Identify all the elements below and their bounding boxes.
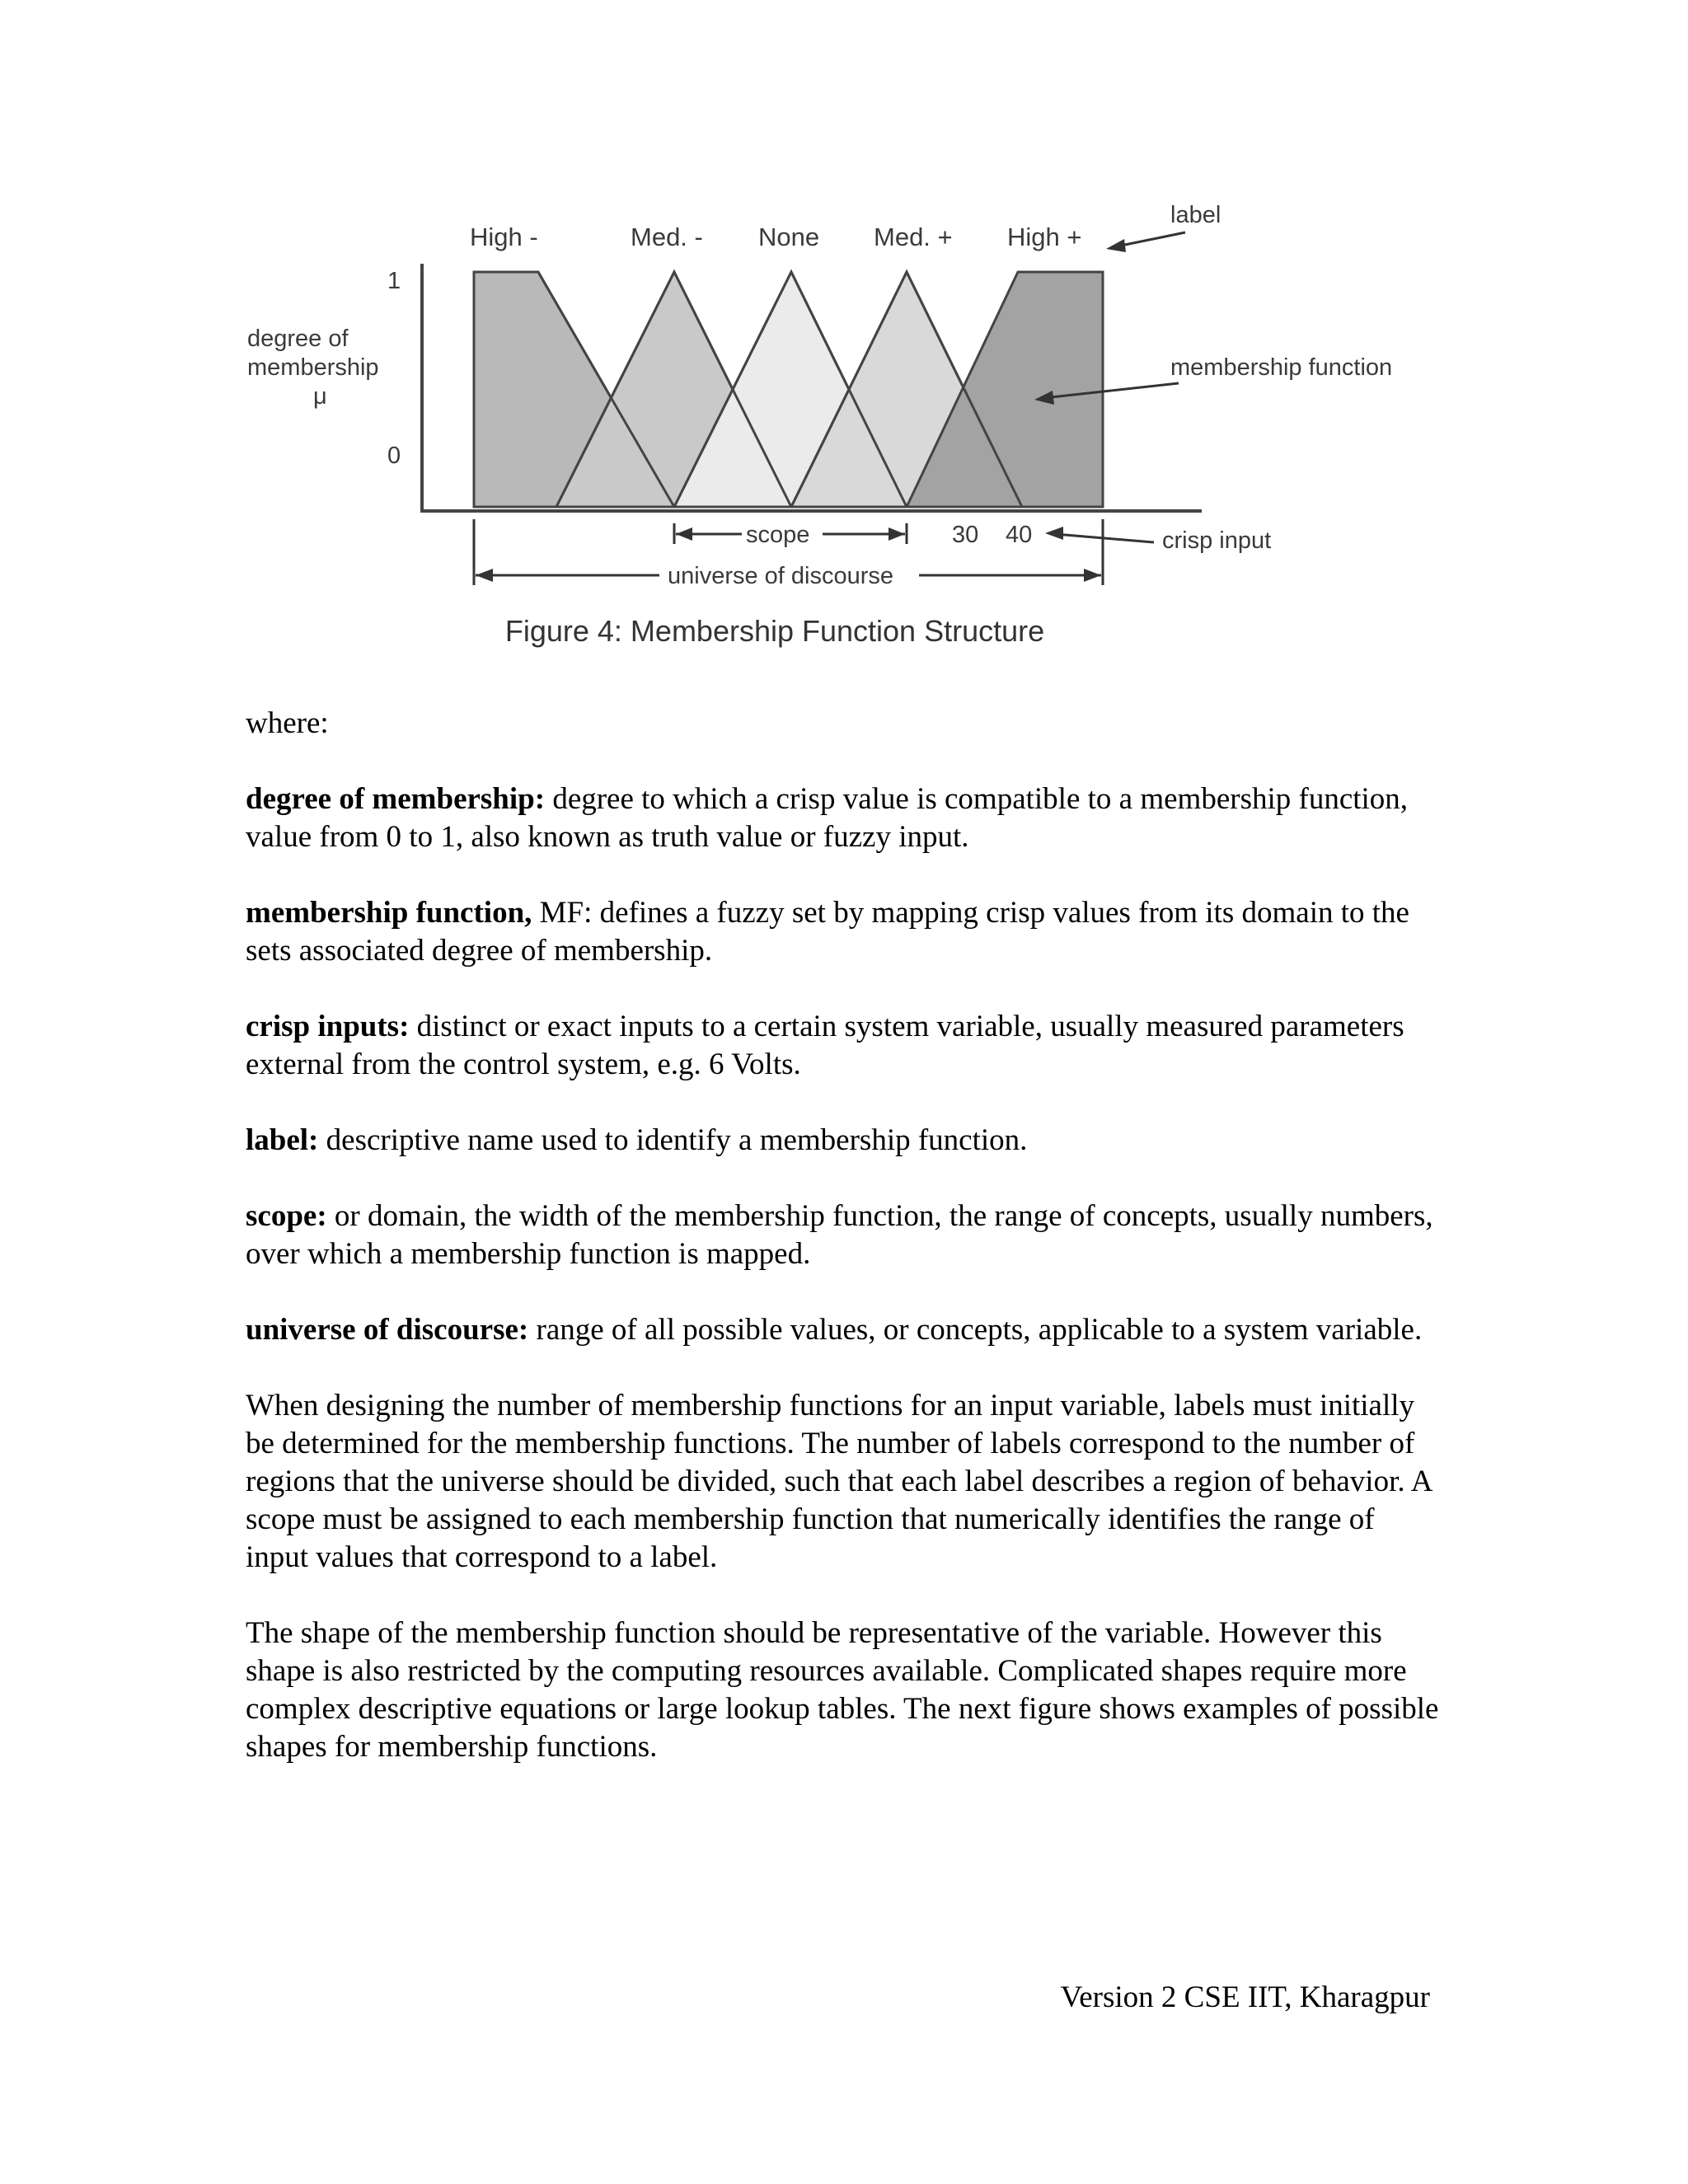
where-label: where: [246, 706, 329, 740]
paragraph-shape: The shape of the membership function should be representative of the variable. However this shape is also restricted by the computing resources available. Complicated shapes require more complex descriptive equations or large lookup tables. The next figure shows examples of possible shapes for membership functions. [246, 1616, 1439, 1764]
term: degree of membership: [246, 782, 546, 816]
label-high-minus: High - [470, 223, 538, 251]
term: crisp inputs: [246, 1010, 410, 1043]
definition-label [246, 1122, 1441, 1160]
crisp-value-40: 40 [1006, 522, 1033, 548]
y-tick-0: 0 [387, 443, 401, 469]
label-high-plus: High + [1007, 223, 1082, 251]
definition-text: descriptive name used to identify a membership function. [318, 1123, 1028, 1157]
definition-degree-of-membership [246, 780, 1441, 856]
definition-membership-function [246, 894, 1441, 970]
definition-text: or domain, the width of the membership function, the range of concepts, usually numbers, over which a membership function is mapped. [246, 1199, 1433, 1271]
universe-label: universe of discourse [668, 563, 894, 589]
definition-text: MF: defines a fuzzy set by mapping crisp values from its domain to the sets associated degree of membership. [246, 896, 1409, 968]
membership-function-figure [231, 181, 1434, 610]
term: scope: [246, 1199, 327, 1233]
label-callout-arrow [1121, 232, 1185, 246]
crisp-callout: crisp input [1162, 527, 1272, 554]
label-none: None [758, 223, 820, 251]
page-footer: Version 2 CSE IIT, Kharagpur [1060, 1980, 1430, 2014]
paragraph-designing: When designing the number of membership functions for an input variable, labels must initially be determined for the membership functions. The number of labels correspond to the number of regions that the universe should be divided, such that each label describes a region of behavior. A scope must be assigned to each membership function that numerically identifies the range of input values that correspond to a label. [246, 1389, 1432, 1574]
label-callout: label [1170, 202, 1221, 228]
label-med-minus: Med. - [631, 223, 703, 251]
body-text [246, 705, 1441, 1804]
mf-callout: membership function [1170, 354, 1393, 381]
definition-scope [246, 1197, 1441, 1273]
term: membership function, [246, 896, 532, 930]
ylabel-line-1: degree of [247, 326, 349, 352]
label-arrowhead [1106, 239, 1126, 252]
scope-label: scope [746, 522, 810, 548]
ylabel-line-2: membership [247, 354, 379, 381]
definition-text: distinct or exact inputs to a certain system variable, usually measured parameters external from the control system, e.g. 6 Volts. [246, 1010, 1404, 1081]
term: universe of discourse: [246, 1313, 529, 1347]
definition-text: degree to which a crisp value is compatible to a membership function, value from 0 to 1, also known as truth value or fuzzy input. [246, 782, 1409, 854]
label-med-plus: Med. + [874, 223, 953, 251]
y-tick-1: 1 [387, 268, 401, 294]
ylabel-line-3: μ [313, 383, 327, 410]
term: label: [246, 1123, 319, 1157]
definition-crisp-inputs [246, 1008, 1441, 1084]
figure-caption: Figure 4: Membership Function Structure [504, 614, 1045, 648]
definition-universe-of-discourse [246, 1311, 1441, 1349]
crisp-value-30: 30 [952, 522, 979, 548]
definition-text: range of all possible values, or concepts, applicable to a system variable. [528, 1313, 1423, 1347]
